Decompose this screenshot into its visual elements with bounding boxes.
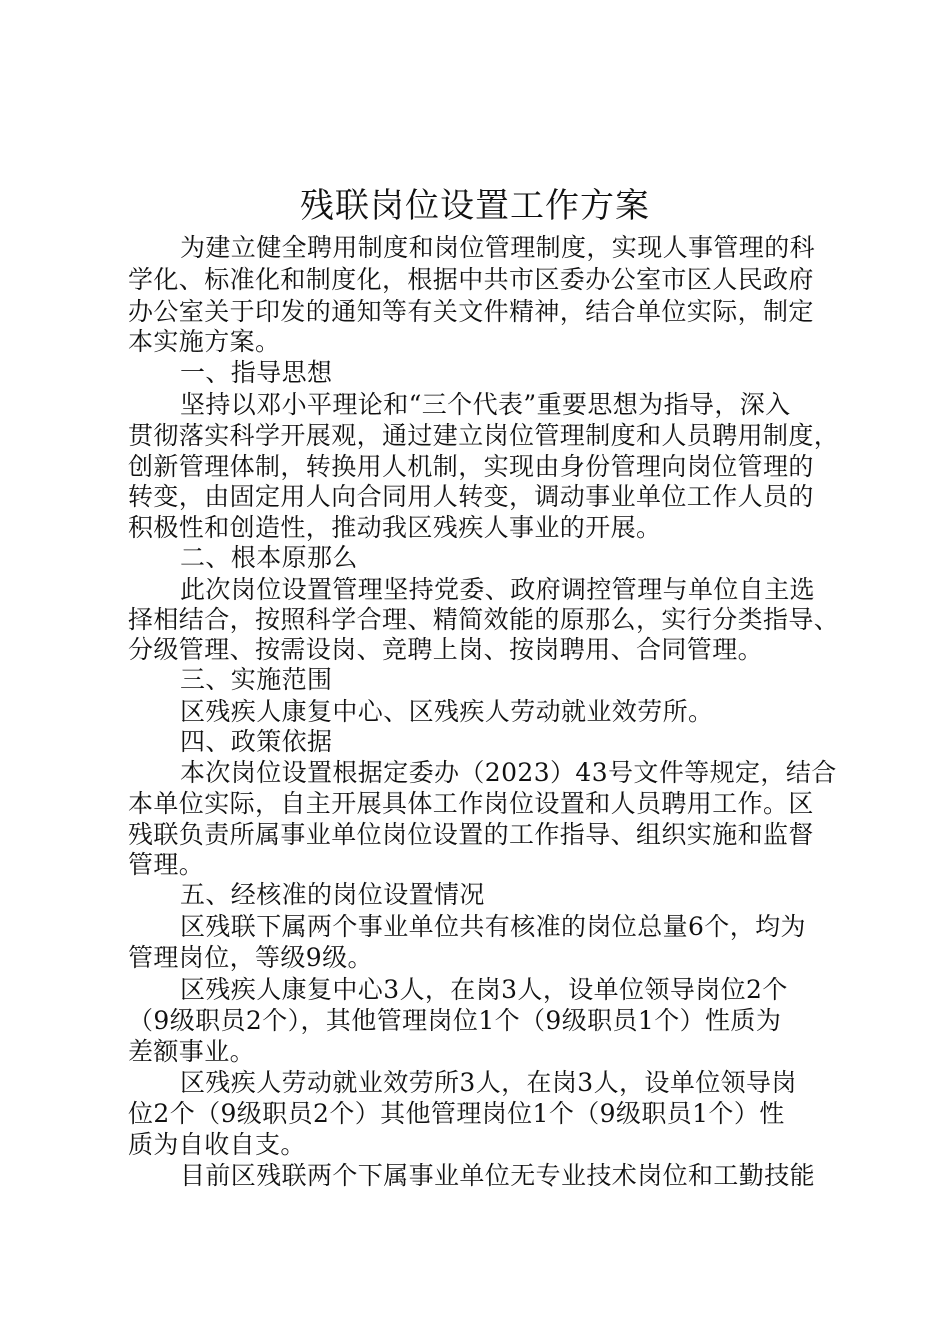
text-line: 本次岗位设置根据定委办（2023）43号文件等规定，结合 — [180, 758, 837, 787]
section-heading: 一、指导思想 — [180, 358, 333, 387]
text-line: 坚持以邓小平理论和“三个代表”重要思想为指导，深入 — [180, 390, 791, 419]
text-line: 区残联下属两个事业单位共有核准的岗位总量6个，均为 — [180, 912, 806, 941]
text-line: （9级职员2个），其他管理岗位1个（9级职员1个）性质为 — [128, 1006, 782, 1035]
text-line: 差额事业。 — [128, 1037, 256, 1066]
section-heading: 四、政策依据 — [180, 727, 333, 756]
text-line: 管理。 — [128, 850, 205, 879]
text-line: 管理岗位，等级9级。 — [128, 943, 373, 972]
text-line: 积极性和创造性，推动我区残疾人事业的开展。 — [128, 513, 662, 542]
section-heading: 二、根本原那么 — [180, 543, 358, 572]
text-line: 转变，由固定用人向合同用人转变，调动事业单位工作人员的 — [128, 482, 814, 511]
section-heading: 五、经核准的岗位设置情况 — [180, 880, 485, 909]
section-heading: 三、实施范围 — [180, 665, 333, 694]
text-line: 区残疾人康复中心3人，在岗3人，设单位领导岗位2个 — [180, 975, 788, 1004]
document-title: 残联岗位设置工作方案 — [300, 186, 650, 226]
text-line: 残联负责所属事业单位岗位设置的工作指导、组织实施和监督 — [128, 820, 814, 849]
text-line: 学化、标准化和制度化，根据中共市区委办公室市区人民政府 — [128, 265, 814, 294]
text-line: 创新管理体制，转换用人机制，实现由身份管理向岗位管理的 — [128, 452, 814, 481]
text-line: 区残疾人劳动就业效劳所3人，在岗3人，设单位领导岗 — [180, 1068, 797, 1097]
text-line: 本实施方案。 — [128, 327, 281, 356]
text-line: 择相结合，按照科学合理、精简效能的原那么，实行分类指导、 — [128, 605, 840, 634]
text-line: 为建立健全聘用制度和岗位管理制度，实现人事管理的科 — [180, 233, 816, 262]
text-line: 办公室关于印发的通知等有关文件精神，结合单位实际，制定 — [128, 297, 814, 326]
text-line: 区残疾人康复中心、区残疾人劳动就业效劳所。 — [180, 697, 714, 726]
text-line: 位2个（9级职员2个）其他管理岗位1个（9级职员1个）性 — [128, 1099, 785, 1128]
text-line: 此次岗位设置管理坚持党委、政府调控管理与单位自主选 — [180, 575, 816, 604]
text-line: 分级管理、按需设岗、竞聘上岗、按岗聘用、合同管理。 — [128, 635, 764, 664]
text-line: 质为自收自支。 — [128, 1130, 306, 1159]
text-line: 贯彻落实科学开展观，通过建立岗位管理制度和人员聘用制度， — [128, 421, 840, 450]
text-line: 本单位实际，自主开展具体工作岗位设置和人员聘用工作。区 — [128, 789, 814, 818]
text-line: 目前区残联两个下属事业单位无专业技术岗位和工勤技能 — [180, 1161, 816, 1190]
